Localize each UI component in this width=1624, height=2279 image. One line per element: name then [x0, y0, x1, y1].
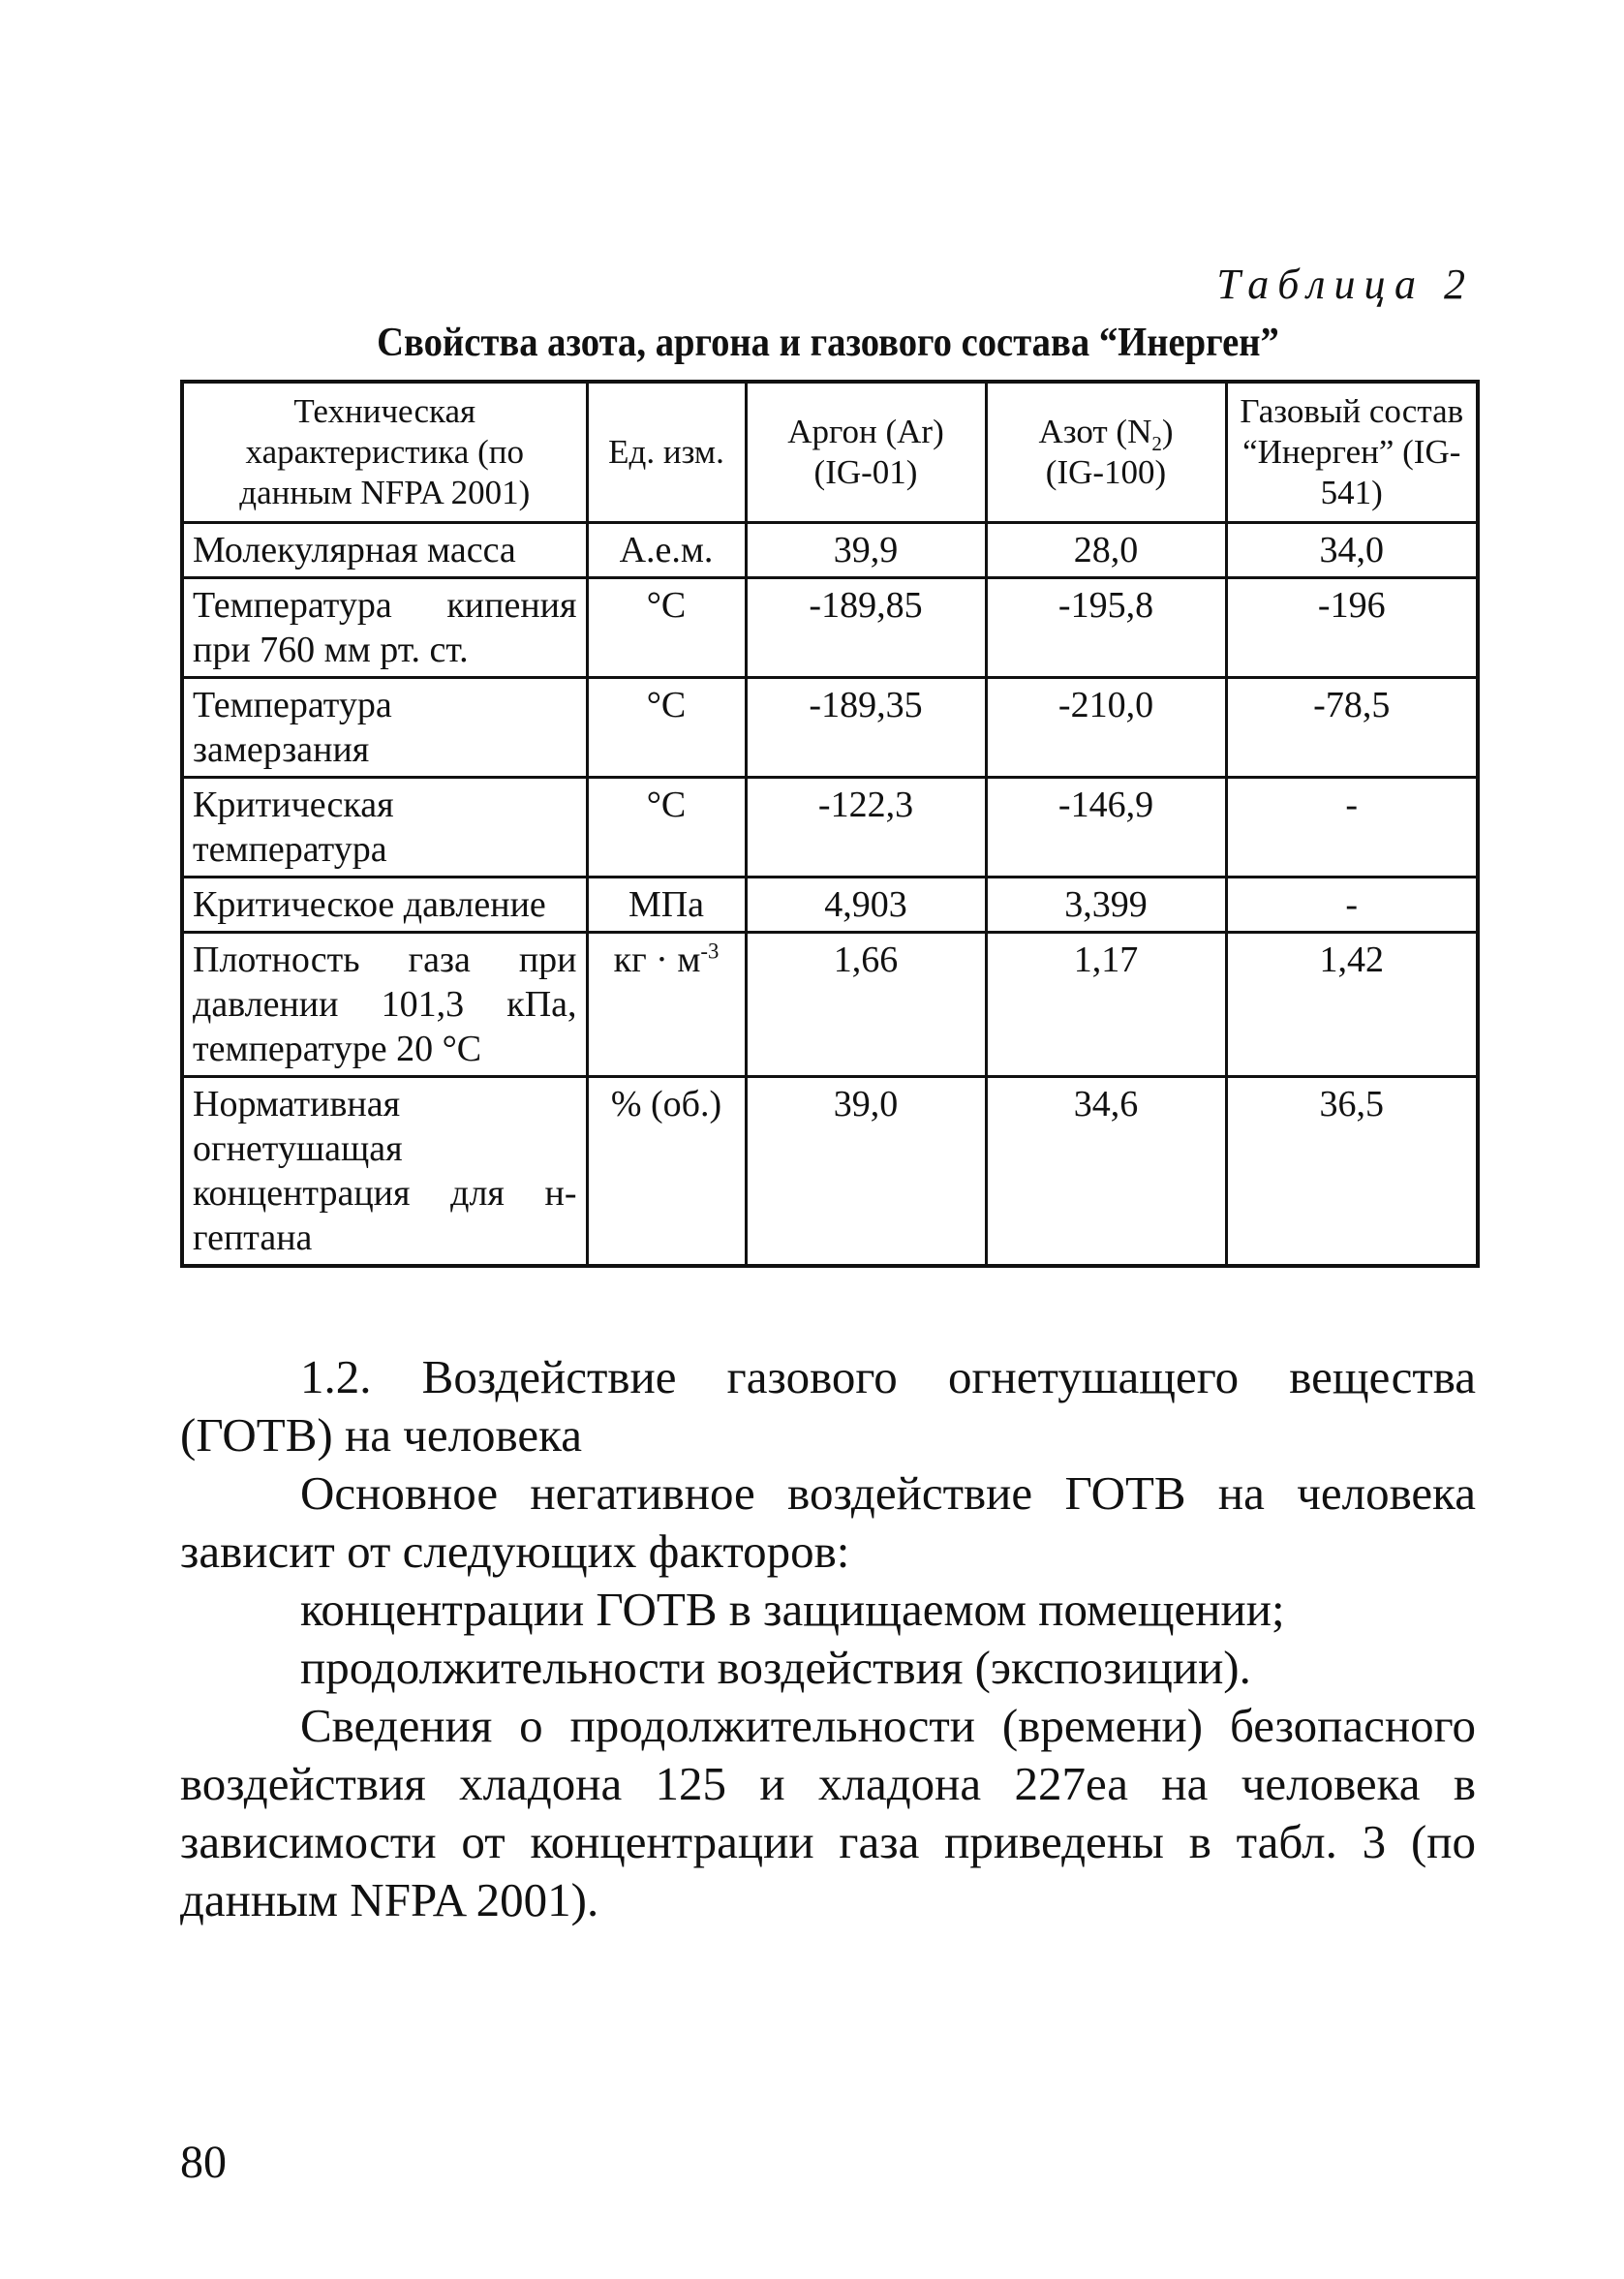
page-number: 80 — [180, 2137, 227, 2188]
table-row — [182, 1077, 1478, 1267]
row-inergen: -78,5 — [1226, 678, 1478, 778]
row-argon: -189,85 — [746, 578, 986, 678]
row-argon: 1,66 — [746, 933, 986, 1077]
row-unit: % (об.) — [587, 1077, 746, 1267]
row-argon: 39,0 — [746, 1077, 986, 1267]
row-argon: 39,9 — [746, 523, 986, 578]
table-row — [182, 933, 1478, 1077]
list-item: продолжительности воздействия (экспозиции). — [300, 1641, 1251, 1694]
row-name: Температура кипения при 760 мм рт. ст. — [182, 578, 587, 678]
header-argon — [746, 382, 986, 523]
row-unit: °С — [587, 778, 746, 878]
row-nitrogen: 1,17 — [986, 933, 1226, 1077]
table-label: Таблица 2 — [1216, 261, 1474, 308]
list-item: концентрации ГОТВ в защищаемом помещении; — [300, 1583, 1285, 1636]
row-nitrogen: -210,0 — [986, 678, 1226, 778]
row-nitrogen: 28,0 — [986, 523, 1226, 578]
row-name: Молекулярная масса — [182, 523, 587, 578]
table-row — [182, 878, 1478, 933]
table-header-row — [182, 382, 1478, 523]
row-unit: °С — [587, 578, 746, 678]
properties-table — [180, 380, 1480, 1268]
row-name: Критическая температура — [182, 778, 587, 878]
table-row — [182, 778, 1478, 878]
row-argon: -122,3 — [746, 778, 986, 878]
table-row — [182, 523, 1478, 578]
body-text — [180, 1348, 1476, 1929]
header-unit: Ед. изм. — [587, 382, 746, 523]
row-inergen: - — [1226, 778, 1478, 878]
header-nitrogen — [986, 382, 1226, 523]
row-nitrogen: -146,9 — [986, 778, 1226, 878]
row-nitrogen: 34,6 — [986, 1077, 1226, 1267]
paragraph: Основное негативное воздействие ГОТВ на человека зависит от следующих факторов: — [180, 1466, 1476, 1578]
header-inergen: Газовый состав “Инерген” (IG-541) — [1226, 382, 1478, 523]
row-unit: МПа — [587, 878, 746, 933]
header-characteristic: Техническая характеристика (по данным NFPA 2001) — [182, 382, 587, 523]
row-unit-base: кг · м — [613, 939, 701, 980]
row-argon: -189,35 — [746, 678, 986, 778]
row-unit-exponent: -3 — [700, 939, 720, 964]
row-nitrogen: -195,8 — [986, 578, 1226, 678]
table-row — [182, 578, 1478, 678]
header-nitrogen-code: (IG-100) — [1045, 453, 1167, 491]
table-row — [182, 678, 1478, 778]
row-inergen: 36,5 — [1226, 1077, 1478, 1267]
row-inergen: 34,0 — [1226, 523, 1478, 578]
row-inergen: 1,42 — [1226, 933, 1478, 1077]
table-title: Свойства азота, аргона и газового состава “Инерген” — [377, 321, 1279, 365]
section-heading: 1.2. Воздействие газового огнетушащего вещества (ГОТВ) на человека — [180, 1350, 1476, 1462]
row-argon: 4,903 — [746, 878, 986, 933]
row-name: Температура замерзания — [182, 678, 587, 778]
row-name: Нормативная огнетушащая концентрация для н-гептана — [182, 1077, 587, 1267]
row-name: Критическое давление — [182, 878, 587, 933]
row-nitrogen: 3,399 — [986, 878, 1226, 933]
row-name: Плотность газа при давлении 101,3 кПа, температуре 20 °С — [182, 933, 587, 1077]
header-nitrogen-close: ) — [1161, 413, 1174, 450]
paragraph: Сведения о продолжительности (времени) безопасного воздействия хладона 125 и хладона 227еа на человека в зависимости от концентрации газа приведены в табл. 3 (по данным NFPA 2001). — [180, 1699, 1476, 1926]
header-nitrogen-name: Азот (N — [1038, 413, 1152, 450]
row-unit — [587, 933, 746, 1077]
row-inergen: - — [1226, 878, 1478, 933]
row-unit: °С — [587, 678, 746, 778]
row-unit: А.е.м. — [587, 523, 746, 578]
header-nitrogen-subscript: 2 — [1151, 432, 1162, 455]
row-inergen: -196 — [1226, 578, 1478, 678]
header-argon-code: (IG-01) — [813, 453, 918, 491]
header-argon-name: Аргон (Ar) — [787, 413, 944, 450]
